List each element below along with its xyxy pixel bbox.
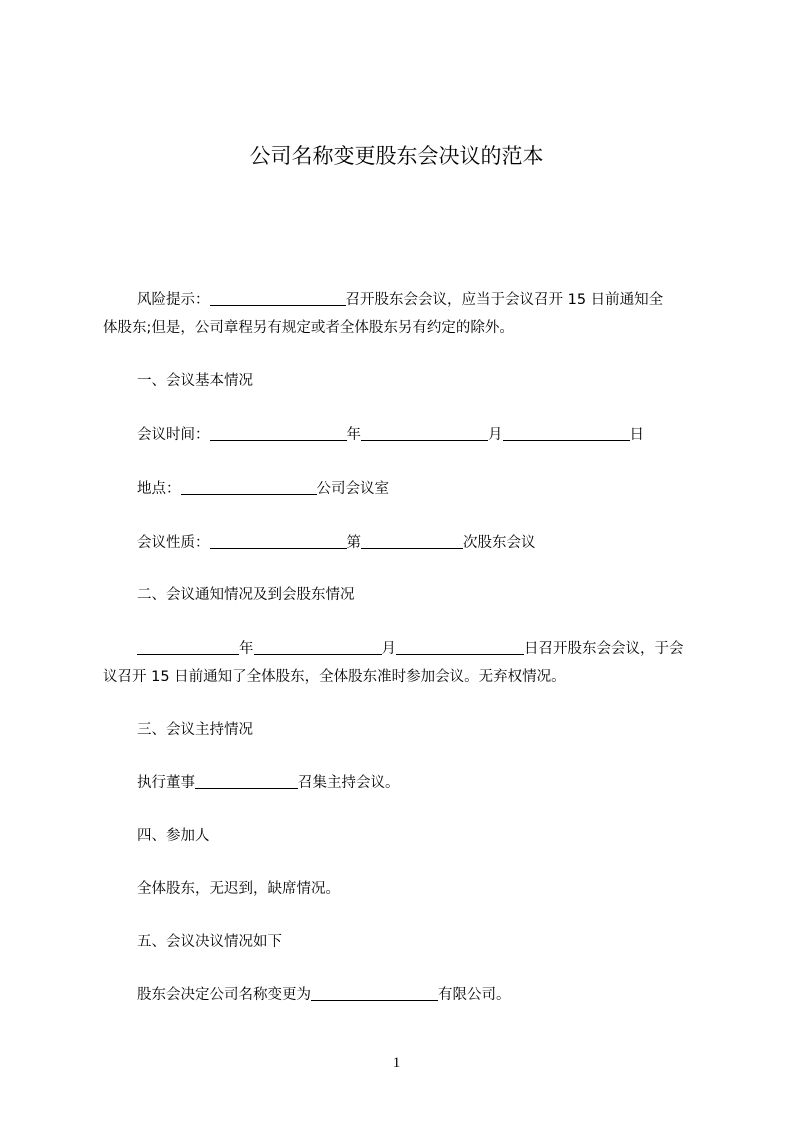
meeting-nature-suffix: 次股东会议 xyxy=(463,535,536,551)
meeting-nature-line xyxy=(103,528,749,558)
meeting-nature-label: 会议性质： xyxy=(137,535,210,551)
section-1-heading: 一、会议基本情况 xyxy=(137,373,253,389)
attendance-line: 全体股东，无迟到，缺席情况。 xyxy=(137,881,340,897)
location-label: 地点： xyxy=(137,481,181,497)
risk-notice-line-1 xyxy=(103,285,749,315)
meeting-nature-prefix: 第 xyxy=(346,535,361,551)
month-label: 月 xyxy=(488,427,503,443)
document-title: 公司名称变更股东会决议的范本 xyxy=(249,144,544,168)
month-label: 月 xyxy=(381,641,396,657)
section-2-heading: 二、会议通知情况及到会股东情况 xyxy=(137,587,355,603)
blank-line xyxy=(195,772,298,789)
meeting-time-line xyxy=(103,420,749,450)
blank-line xyxy=(361,532,463,549)
blank-line xyxy=(137,638,239,655)
blank-line xyxy=(210,532,347,549)
location-line xyxy=(103,474,749,504)
blank-line xyxy=(503,424,630,441)
host-line xyxy=(103,768,749,798)
notice-text-2: 议召开 15 日前通知了全体股东，全体股东准时参加会议。无弃权情况。 xyxy=(103,669,566,685)
notice-day-text: 日召开股东会会议，于会 xyxy=(524,641,684,657)
risk-notice-text-2: 体股东;但是，公司章程另有规定或者全体股东另有约定的除外。 xyxy=(103,320,514,336)
notice-line-2 xyxy=(103,662,715,692)
year-label: 年 xyxy=(346,427,361,443)
host-suffix: 召集主持会议。 xyxy=(298,775,400,791)
blank-line xyxy=(396,638,524,655)
blank-line xyxy=(361,424,488,441)
section-4-heading: 四、参加人 xyxy=(137,828,210,844)
notice-line-1 xyxy=(103,634,749,664)
host-prefix: 执行董事 xyxy=(137,775,195,791)
year-label: 年 xyxy=(239,641,254,657)
risk-notice-line-2 xyxy=(103,313,715,343)
risk-notice-label: 风险提示： xyxy=(137,292,210,308)
resolution-suffix: 有限公司。 xyxy=(438,987,511,1003)
day-label: 日 xyxy=(629,427,644,443)
blank-line xyxy=(181,478,317,495)
page-number: 1 xyxy=(392,1055,401,1071)
resolution-line xyxy=(103,980,749,1010)
blank-line xyxy=(311,984,438,1001)
blank-line xyxy=(210,424,347,441)
blank-line xyxy=(210,289,346,306)
meeting-time-label: 会议时间： xyxy=(137,427,210,443)
resolution-prefix: 股东会决定公司名称变更为 xyxy=(137,987,311,1003)
section-3-heading: 三、会议主持情况 xyxy=(137,722,253,738)
blank-line xyxy=(254,638,382,655)
location-suffix: 公司会议室 xyxy=(316,481,389,497)
risk-notice-text-1: 召开股东会会议，应当于会议召开 15 日前通知全 xyxy=(345,292,664,308)
section-5-heading: 五、会议决议情况如下 xyxy=(137,934,282,950)
